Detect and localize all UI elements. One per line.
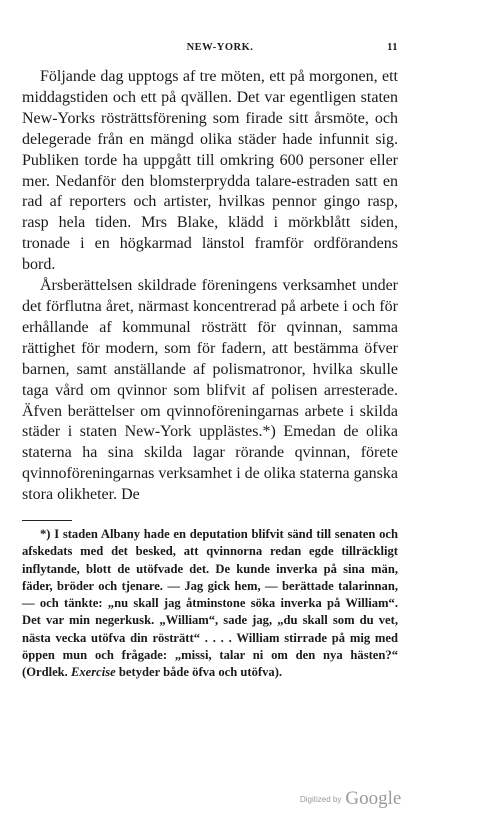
footnote-separator	[22, 520, 72, 521]
paragraph-2: Årsberättelsen skildrade föreningens verksamhet under det förflutna året, närmast koncentrerad på arbete i och för erhållande af kommunal rösträtt för qvinnan, samma rättighet för modern, som för fadern, att bestämma öfver barnen, samt anställande af polismatronor, hvilka skulle taga vård om qvinnor som blifvit af polisen arresterade. Äfven berättelser om qvinnoföreningarnas arbete i skilda städer i staten New-York upplästes.*) Emedan de olika staterna ha sina skilda lagar rörande qvinnan, förete qvinnoföreningarnas verksamhet i de olika staterna ganska stora olikheter. De	[22, 277, 398, 504]
footnote-text-after: betyder både öfva och utöfva).	[115, 665, 283, 680]
footnote-italic-word: Exercise	[70, 665, 116, 680]
running-title: NEW-YORK.	[186, 42, 254, 53]
footnote	[22, 526, 398, 682]
watermark-prefix: Digitized by	[300, 795, 342, 804]
main-text	[22, 67, 398, 506]
google-logo: Google	[345, 788, 402, 809]
running-header	[42, 42, 398, 58]
page-number: 11	[387, 42, 398, 53]
digitized-watermark	[300, 788, 420, 812]
paragraph-1: Följande dag upptogs af tre möten, ett på morgonen, ett middagstiden och ett på qvällen. Det var egentligen staten New-Yorks rösträttsförening som firade sitt årsmöte, och delegerade från en mängd olika städer hade infunnit sig. Publiken torde ha uppgått till omkring 600 personer eller mer. Nedanför den blomsterprydda talare-estraden satt en rad af reporters och artister, hvilkas pennor gingo rasp, rasp hela tiden. Mrs Blake, klädd i mörkblått siden, tronade i en högkarmad länstol framför ordförandens bord.	[22, 68, 398, 274]
footnote-text-before: *) I staden Albany hade en deputation blifvit sänd till senaten och afskedats med det besked, att qvinnorna redan egde tillräckligt inflytande, blott de utöfvade det. De kunde inverka på sina män, fäder, bröder och tjenare. — Jag gick hem, — berättade talarinnan, — och tänkte: „nu skall jag åtminstone söka inverka på William“. Det var min negerkusk. „William“, sade jag, „du skall som du vet, nästa vecka utöfva din rösträtt“ . . . . William stirrade på mig med öppen mun och frågade: „missi, talar ni om den nya hästen?“ (Ordlek.	[22, 527, 398, 680]
